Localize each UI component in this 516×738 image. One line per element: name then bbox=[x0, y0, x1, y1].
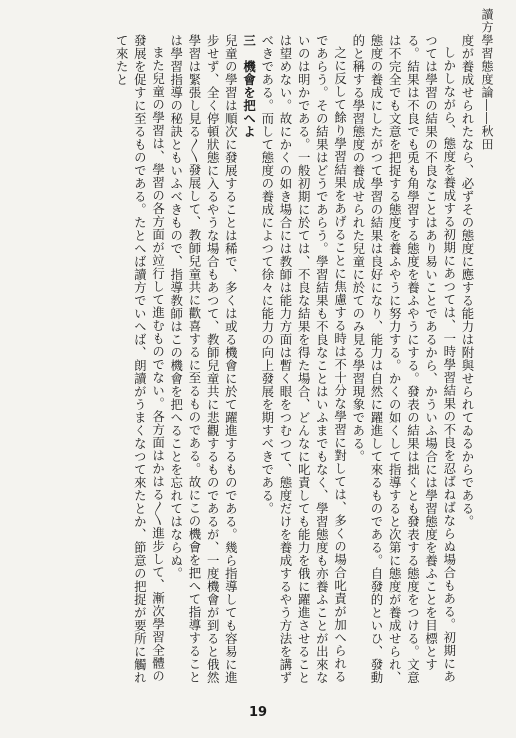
paragraph: 兒童の學習は順次に發展することは稀で、多くは或る機會に於て躍進するものである。幾ら指導しても容易に進步せず、全く停頓狀態に入るやうな場合もあつて、教師兒童共に悲觀するものであるが、一度機會が到ると俄然學習は緊張し見る〳〵發展して、教師兒童共に歡喜するに至るものである。故にこの機會を把へて指導することは學習指導の秘訣ともいふべきもので、指導教師はこの機會を把へることを忘れてはならぬ。 bbox=[168, 34, 239, 684]
running-header: 讀方學習態度論――秋田 bbox=[480, 8, 494, 151]
body-text bbox=[26, 34, 476, 689]
paragraph: 度が養成せられたなら、必ずその態度に應する能力は附與せられてゐるからである。 bbox=[460, 34, 475, 528]
paragraph: また兒童の學習は、學習の各方面が竝行して進むものでない。各方面はかはる〳〵進步して、漸次學習全體の發展を促すに至るものである。たとへば讀方でいへば、朗讀がうまくなつて來たとか、節意の把捉が要所に觸れて來たと bbox=[114, 34, 166, 684]
section-heading: 三 機會を把へよ bbox=[241, 34, 257, 138]
page-number: 19 bbox=[248, 705, 268, 720]
paragraph: しかしながら、態度を養成する初期にあつては、一時學習結果の不良を忍ばねばならぬ場合もある。初期にあつては學習の結果の不良なことはあり易いことであるから、かういふ場合には學習態度を養ふことを目標とする。結果は不良でも兎も角學習する態度を養ふやうにする。發表の結果は拙くとも發表する態度をつける。文意は不完全でも文意を把捉する態度を養ふやうに努力する。かくの如くして指導すると次第に態度が養成せられ、態度の養成にしたがつて學習の結果は良好になり、能力は自然に躍進して來るものである。自發的といひ、發動的と稱する學習態度の養成せられた兒童に於てのみ見る學習現象である。 bbox=[350, 34, 457, 684]
paragraph: 之に反して餘り學習結果をあげることに焦慮する時は不十分な學習に對しては、多くの場合叱責が加へられるであらう。その結果はどうであらう。學習結果も不良なことはいふまでもなく、學習態度も亦養ふことが出來ないのは明かである。一般初期に於ては、不良な結果を得た場合、どんなに叱責しても能力を俄に躍進させることは望めない。故にかくの如き場合には教師は能力方面は暫く眼をつむつて、態度だけを養成するやう方法を講ずべきである。而して態度の養成によつて徐々に能力の向上發展を期すべきである。 bbox=[259, 34, 348, 684]
